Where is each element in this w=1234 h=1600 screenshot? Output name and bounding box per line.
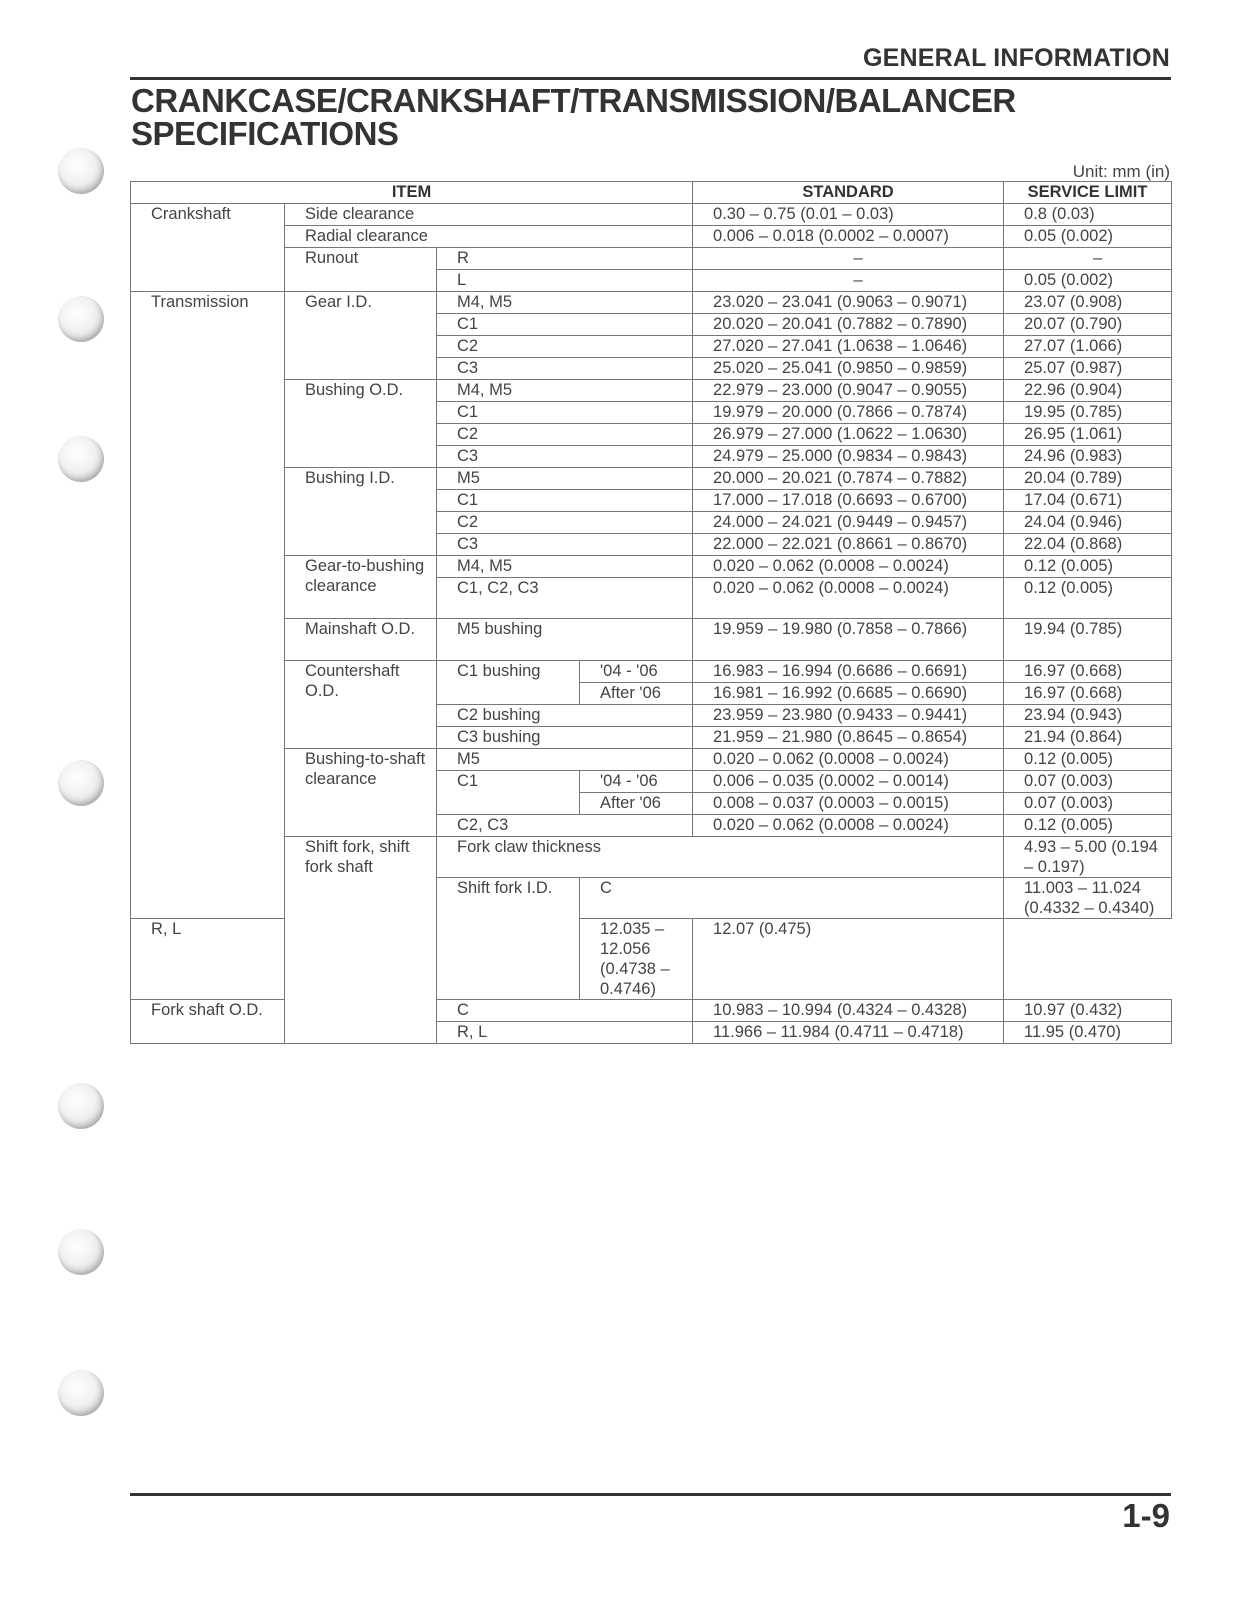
standard-value: 0.006 – 0.035 (0.0002 – 0.0014) [693,771,1004,793]
table-row [131,292,1172,314]
sub-label: C2, C3 [437,815,693,837]
item-label: Bushing O.D. [285,380,437,468]
item-label: Gear I.D. [285,292,437,380]
limit-value: 20.04 (0.789) [1004,468,1172,490]
item-label: Radial clearance [285,226,693,248]
sub-label: C2 [437,512,693,534]
standard-value: 22.979 – 23.000 (0.9047 – 0.9055) [693,380,1004,402]
sub-label: C1 bushing [437,661,580,705]
sub-label: C2 [437,336,693,358]
item-label: Fork shaft O.D. [131,1000,285,1044]
group-label: Crankshaft [131,204,285,292]
standard-value: 0.30 – 0.75 (0.01 – 0.03) [693,204,1004,226]
standard-value: – [693,270,1004,292]
year-label: '04 - '06 [580,771,693,793]
standard-value: 25.020 – 25.041 (0.9850 – 0.9859) [693,358,1004,380]
table-row [131,204,1172,226]
sub-label: C [437,1000,693,1022]
table-row [131,380,1172,402]
table-row [131,749,1172,771]
item-label: Countershaft O.D. [285,661,437,749]
sub-label: M4, M5 [437,292,693,314]
standard-value: 19.979 – 20.000 (0.7866 – 0.7874) [693,402,1004,424]
header-standard: STANDARD [693,182,1004,204]
standard-value: 24.979 – 25.000 (0.9834 – 0.9843) [693,446,1004,468]
standard-value: 23.959 – 23.980 (0.9433 – 0.9441) [693,705,1004,727]
group-label: Transmission [131,292,285,919]
sub-label: M5 [437,749,693,771]
item-label: Runout [285,248,437,292]
sub-label: C1 [437,771,580,815]
binder-hole [58,296,104,342]
limit-value: 17.04 (0.671) [1004,490,1172,512]
standard-value: 0.006 – 0.018 (0.0002 – 0.0007) [693,226,1004,248]
year-label: '04 - '06 [580,661,693,683]
table-row [131,619,1172,661]
limit-value: 22.96 (0.904) [1004,380,1172,402]
sub-label: M5 [437,468,693,490]
header-service-limit: SERVICE LIMIT [1004,182,1172,204]
limit-value: 16.97 (0.668) [1004,683,1172,705]
sub-label: C3 [437,358,693,380]
item-label: Gear-to-bushing clearance [285,556,437,619]
standard-value: 21.959 – 21.980 (0.8645 – 0.8654) [693,727,1004,749]
page-title [131,84,1016,150]
standard-value: 22.000 – 22.021 (0.8661 – 0.8670) [693,534,1004,556]
table-row [131,837,1172,878]
limit-value: 0.07 (0.003) [1004,793,1172,815]
sub-label: C3 bushing [437,727,693,749]
standard-value: 0.020 – 0.062 (0.0008 – 0.0024) [693,749,1004,771]
limit-value: 16.97 (0.668) [1004,661,1172,683]
limit-value: 0.05 (0.002) [1004,270,1172,292]
sub-label: R, L [131,919,437,1000]
unit-label: Unit: mm (in) [1072,162,1170,181]
year-label: After '06 [580,683,693,705]
limit-value: 0.07 (0.003) [1004,771,1172,793]
sub-label: C1 [437,490,693,512]
standard-value: 12.035 – 12.056 (0.4738 – 0.4746) [580,919,693,1000]
binder-hole [58,1083,104,1129]
limit-value: 19.94 (0.785) [1004,619,1172,661]
limit-value: 0.12 (0.005) [1004,556,1172,578]
limit-value: 27.07 (1.066) [1004,336,1172,358]
standard-value: 17.000 – 17.018 (0.6693 – 0.6700) [693,490,1004,512]
standard-value: 4.93 – 5.00 (0.194 – 0.197) [1004,837,1172,878]
limit-value: 0.12 (0.005) [1004,578,1172,619]
limit-value: – [1004,248,1172,270]
limit-value: 21.94 (0.864) [1004,727,1172,749]
sub-label: C1, C2, C3 [437,578,693,619]
table-header-row [131,182,1172,204]
table-row [131,226,1172,248]
standard-value: 0.020 – 0.062 (0.0008 – 0.0024) [693,556,1004,578]
limit-value: 24.96 (0.983) [1004,446,1172,468]
standard-value: 19.959 – 19.980 (0.7858 – 0.7866) [693,619,1004,661]
item-label: Side clearance [285,204,693,226]
sub-label: R [437,248,693,270]
binder-hole [58,760,104,806]
sub-label: M5 bushing [437,619,693,661]
standard-value: 0.020 – 0.062 (0.0008 – 0.0024) [693,815,1004,837]
sub-label: C3 [437,446,693,468]
standard-value: 26.979 – 27.000 (1.0622 – 1.0630) [693,424,1004,446]
page-title-line1: CRANKCASE/CRANKSHAFT/TRANSMISSION/BALANCER [131,82,1016,119]
limit-value: 25.07 (0.987) [1004,358,1172,380]
item-label: Bushing-to-shaft clearance [285,749,437,837]
limit-value: 23.07 (0.908) [1004,292,1172,314]
standard-value: 27.020 – 27.041 (1.0638 – 1.0646) [693,336,1004,358]
page-number: 1-9 [1122,1497,1170,1534]
standard-value: 11.966 – 11.984 (0.4711 – 0.4718) [693,1022,1004,1044]
binder-hole [58,1229,104,1275]
sub-label: M4, M5 [437,556,693,578]
standard-value: 16.983 – 16.994 (0.6686 – 0.6691) [693,661,1004,683]
limit-value: 11.95 (0.470) [1004,1022,1172,1044]
year-label: After '06 [580,793,693,815]
standard-value: 20.000 – 20.021 (0.7874 – 0.7882) [693,468,1004,490]
binder-hole [58,148,104,194]
sub-label: C1 [437,314,693,336]
standard-value: 10.983 – 10.994 (0.4324 – 0.4328) [693,1000,1004,1022]
header-item: ITEM [131,182,693,204]
item-label: Fork claw thickness [437,837,1004,878]
standard-value: 11.003 – 11.024 (0.4332 – 0.4340) [1004,878,1172,919]
item-label: Shift fork I.D. [437,878,580,1000]
sub-label: R, L [437,1022,693,1044]
table-row [131,248,1172,270]
standard-value: 20.020 – 20.041 (0.7882 – 0.7890) [693,314,1004,336]
standard-value: 0.008 – 0.037 (0.0003 – 0.0015) [693,793,1004,815]
table-row [131,556,1172,578]
standard-value: 0.020 – 0.062 (0.0008 – 0.0024) [693,578,1004,619]
limit-value: 20.07 (0.790) [1004,314,1172,336]
sub-label: C1 [437,402,693,424]
limit-value: 10.97 (0.432) [1004,1000,1172,1022]
table-row [131,919,1172,1000]
item-label: Mainshaft O.D. [285,619,437,661]
standard-value: 23.020 – 23.041 (0.9063 – 0.9071) [693,292,1004,314]
section-title: GENERAL INFORMATION [862,44,1170,72]
standard-value: 16.981 – 16.992 (0.6685 – 0.6690) [693,683,1004,705]
limit-value: 0.8 (0.03) [1004,204,1172,226]
sub-label: C2 [437,424,693,446]
page-title-line2: SPECIFICATIONS [131,115,399,152]
limit-value: 24.04 (0.946) [1004,512,1172,534]
spec-table [130,181,1172,1044]
item-label: Bushing I.D. [285,468,437,556]
limit-value: 23.94 (0.943) [1004,705,1172,727]
footer-rule [130,1493,1171,1496]
limit-value: 22.04 (0.868) [1004,534,1172,556]
sub-label: M4, M5 [437,380,693,402]
limit-value: 26.95 (1.061) [1004,424,1172,446]
group-label: Shift fork, shift fork shaft [285,837,437,1044]
sub-label: L [437,270,693,292]
limit-value: 19.95 (0.785) [1004,402,1172,424]
standard-value: 24.000 – 24.021 (0.9449 – 0.9457) [693,512,1004,534]
sub-label: C2 bushing [437,705,693,727]
binder-hole [58,1370,104,1416]
table-row [131,468,1172,490]
limit-value: 0.12 (0.005) [1004,749,1172,771]
table-row [131,661,1172,683]
binder-hole [58,436,104,482]
header-rule [130,77,1171,80]
limit-value: 0.12 (0.005) [1004,815,1172,837]
sub-label: C [580,878,1004,919]
standard-value: – [693,248,1004,270]
sub-label: C3 [437,534,693,556]
limit-value: 12.07 (0.475) [693,919,1004,1000]
limit-value: 0.05 (0.002) [1004,226,1172,248]
